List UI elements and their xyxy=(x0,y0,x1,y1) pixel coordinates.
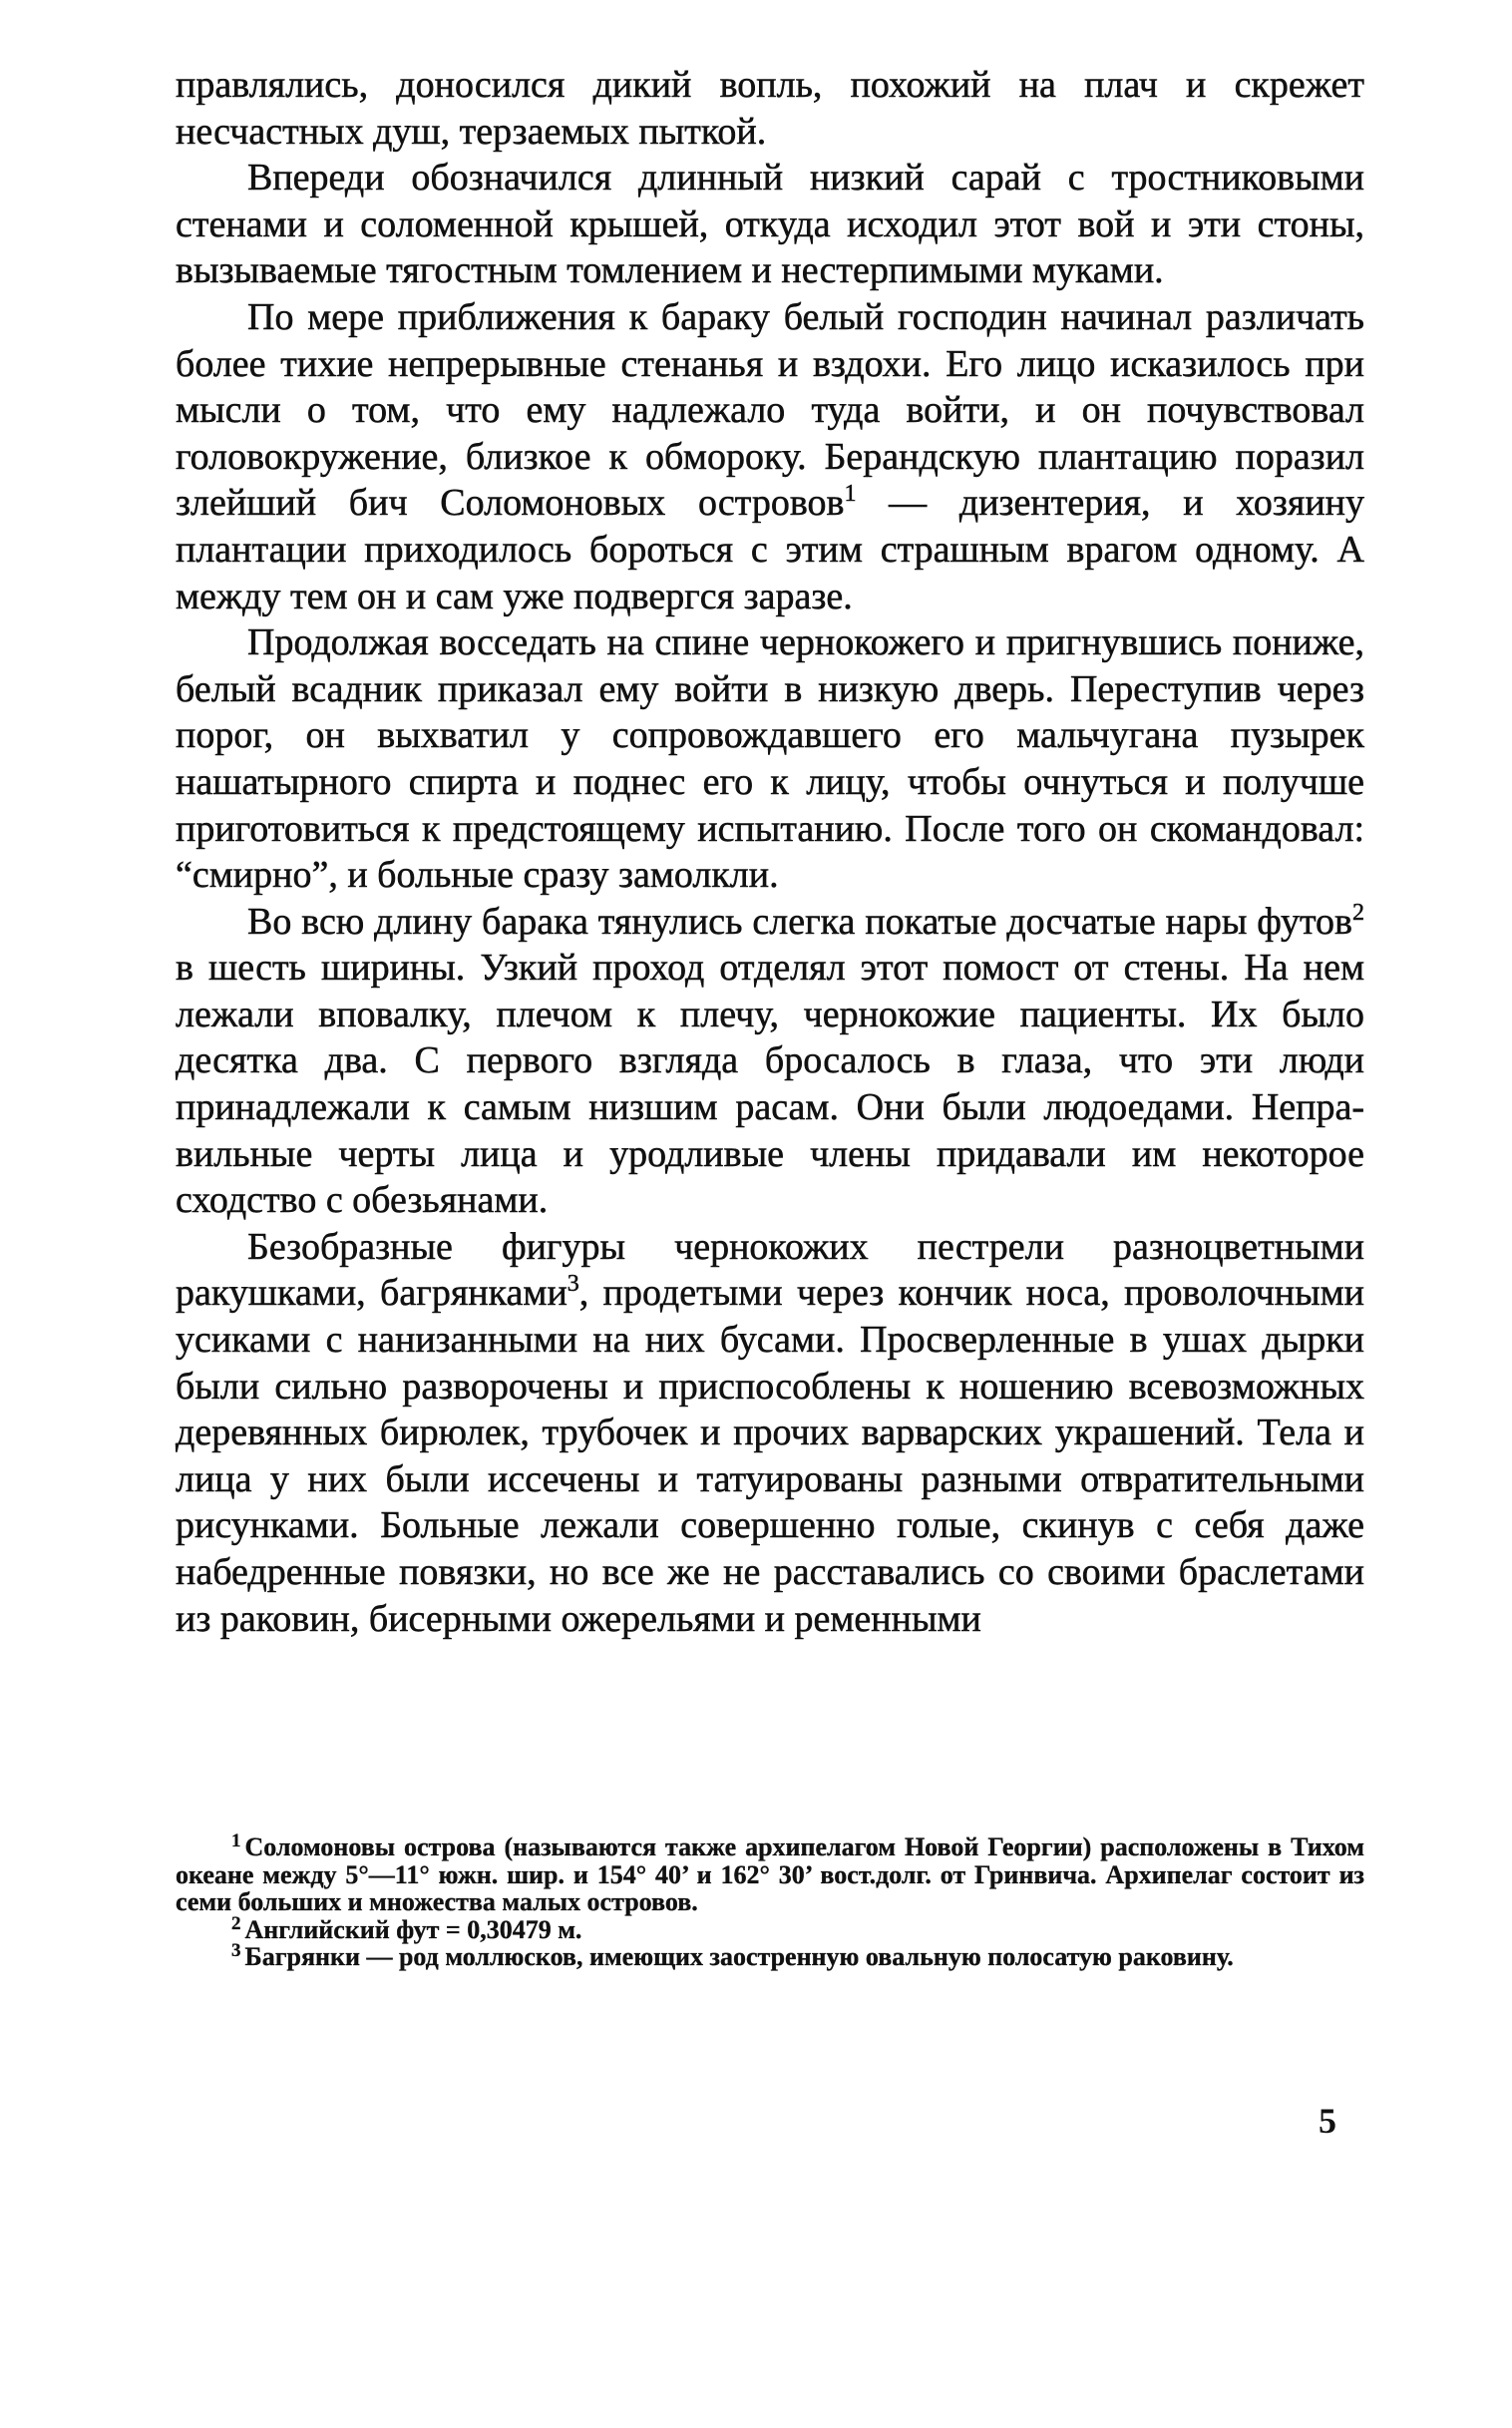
main-text xyxy=(176,62,1364,1642)
footnote xyxy=(176,1830,1364,1916)
footnotes xyxy=(176,1830,1364,1971)
paragraph xyxy=(176,155,1364,294)
paragraph xyxy=(176,62,1364,155)
footnote xyxy=(176,1912,1364,1944)
footnote xyxy=(176,1940,1364,1971)
footnote-text: Соломоновы острова (называются также архипелагом Новой Георгии) расположены в Тихом океане между 5°—11° южн. шир. и 154° 40’ и 162° 30’ вост.долг. от Гринвича. Архипелаг состоит из семи больших и множества малых островов. xyxy=(176,1832,1364,1916)
footnote-reference: 2 xyxy=(1352,899,1364,926)
paragraph-text: Во всю длину барака тянулись слегка покатые досчатые нары футов xyxy=(247,900,1352,943)
footnote-reference: 3 xyxy=(567,1271,579,1298)
paragraph-text: правлялись, доносился дикий вопль, похожий на плач и скрежет несчастных душ, терзаемых пыткой. xyxy=(176,64,1364,153)
paragraph-text: Впереди обозначился длинный низкий сарай с тростниковыми стенами и соломенной крышей, откуда исходил этот вой и эти стоны, вызываемые тягостным томлением и нестерпимыми муками. xyxy=(176,157,1364,292)
paragraph xyxy=(176,619,1364,899)
paragraph-text: Продолжая восседать на спине чернокожего и пригнувшись пониже, белый всадник приказал ему войти в низкую дверь. Переступив через порог, он выхватил у сопровождавшего его мальчугана пузырек нашатырного спирта и поднес его к лицу, чтобы очнуться и получше приготовиться к предстоящему испытанию. После того он скомандовал: “смирно”, и больные сразу замолкли. xyxy=(176,621,1364,897)
paragraph-text: Безобразные фигуры чернокожих пестрели разноцветными ракушками, багрянками xyxy=(176,1225,1364,1315)
footnote-number: 2 xyxy=(231,1912,241,1934)
footnote-text: Багрянки — род моллюсков, имеющих заостренную овальную полосатую раковину. xyxy=(244,1942,1234,1971)
paragraph xyxy=(176,1224,1364,1642)
footnote-number: 3 xyxy=(231,1940,241,1961)
paragraph-text: , продетыми через кончик носа, проволочными усиками с нанизанными на них бусами. Просверленные в ушах дырки были сильно разворочены и приспособлены к ношению всевозможных деревянных бирюлек, трубочек и прочих варварских украшений. Тела и лица у них были иссечены и татуированы разными отвратительными рисунками. Больные лежали совершенно голые, скинув с себя даже набедренные повязки, но все же не расставались со своими браслетами из раковин, бисерными ожерельями и ременными xyxy=(176,1272,1364,1640)
paragraph-text: в шесть ширины. Узкий проход отделял этот помост от стены. На нем лежали вповалку, плечом к плечу, чернокожие пациенты. Их было десятка два. С первого взгляда бросалось в глаза, что эти люди принадлежали к самым низшим расам. Они были людоедами. Неправильные черты лица и уродливые члены придавали им некоторое сходство с обезьянами. xyxy=(176,947,1364,1222)
paragraph-text: По мере приближения к бараку белый господин начинал различать более тихие непрерывные стенанья и вздохи. Его лицо исказилось при мысли о том, что ему надлежало туда войти, и он почувствовал головокружение, близкое к обмороку. Берандскую плантацию поразил злейший бич Соломоновых островов xyxy=(176,295,1364,525)
footnote-text: Английский фут = 0,30479 м. xyxy=(244,1914,582,1944)
paragraph-text: — дизентерия, и хозяину плантации приходилось бороться с этим страшным врагом одному. А между тем он и сам уже подвергся заразе. xyxy=(176,482,1364,617)
paragraph xyxy=(176,899,1364,1224)
footnote-reference: 1 xyxy=(844,481,857,508)
page-number: 5 xyxy=(1319,2101,1336,2141)
paragraph xyxy=(176,294,1364,619)
footnote-number: 1 xyxy=(231,1830,241,1851)
